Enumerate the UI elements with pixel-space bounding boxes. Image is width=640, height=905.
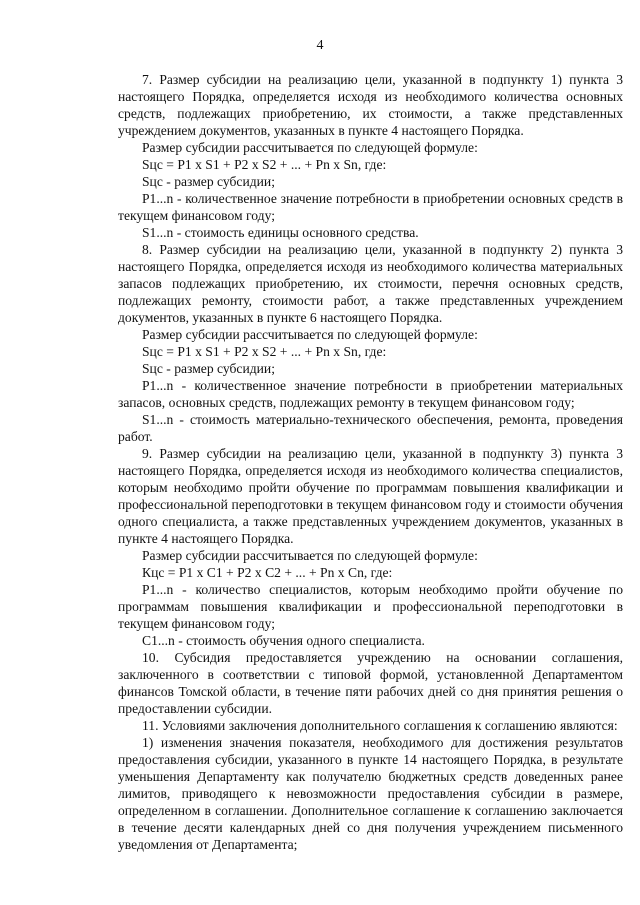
formula: Sцс = P1 x S1 + P2 x S2 + ... + Pn x Sn, где: — [142, 157, 387, 172]
formula-definition: C1...n - стоимость обучения одного специалиста. — [142, 633, 425, 648]
paragraph-7: 7. Размер субсидии на реализацию цели, указанной в подпункту 1) пункта 3 настоящего Порядка, определяется исходя из необходимого количества основных средств, подлежащих приобретению, их стоимости, а также представленных учреждением документов, указанных в пункте 4 настоящего Порядка. — [118, 72, 623, 138]
formula-definition: Sцс - размер субсидии; — [142, 174, 275, 189]
formula-intro: Размер субсидии рассчитывается по следующей формуле: — [142, 548, 478, 563]
paragraph-11-item-1: 1) изменения значения показателя, необходимого для достижения результатов предоставления субсидии, указанного в пункте 14 настоящего Порядка, в результате уменьшения Департаменту как получателю бюджетных средств доведенных ранее лимитов, приводящего к невозможности предоставления субсидии в размере, определенном в соглашении. Дополнительное соглашение к соглашению заключается в течение десяти календарных дней со дня получения учреждением письменного уведомления от Департамента; — [118, 735, 623, 852]
document-body — [118, 71, 623, 853]
formula: Sцс = P1 x S1 + P2 x S2 + ... + Pn x Sn, где: — [142, 344, 387, 359]
formula-definition: S1...n - стоимость единицы основного средства. — [142, 225, 419, 240]
formula-definition: P1...n - количество специалистов, которым необходимо пройти обучение по программам повышения квалификации и профессиональной переподготовки в текущем финансовом году; — [118, 582, 623, 631]
formula-intro: Размер субсидии рассчитывается по следующей формуле: — [142, 327, 478, 342]
paragraph-11: 11. Условиями заключения дополнительного соглашения к соглашению являются: — [142, 718, 618, 733]
paragraph-9: 9. Размер субсидии на реализацию цели, указанной в подпункту 3) пункта 3 настоящего Порядка, определяется исходя из необходимого количества специалистов, которым необходимо пройти обучение по программам повышения квалификации и профессиональной переподготовки в текущем финансовом году и стоимости обучения одного специалиста, а также представленных учреждением документов, указанных в пункте 4 настоящего Порядка. — [118, 446, 623, 546]
page-number: 4 — [316, 38, 324, 53]
formula-definition: P1...n - количественное значение потребности в приобретении основных средств в текущем финансовом году; — [118, 191, 623, 223]
paragraph-8: 8. Размер субсидии на реализацию цели, указанной в подпункту 2) пункта 3 настоящего Порядка, определяется исходя из необходимого количества материальных запасов подлежащих приобретению, их стоимости, перечня основных средств, подлежащих ремонту, стоимости работ, а также представленных учреждением документов, указанных в пункте 6 настоящего Порядка. — [118, 242, 623, 325]
paragraph-10: 10. Субсидия предоставляется учреждению на основании соглашения, заключенного в соответствии с типовой формой, установленной Департаментом финансов Томской области, в течение пяти рабочих дней со дня принятия решения о предоставлении субсидии. — [118, 650, 623, 716]
formula-intro: Размер субсидии рассчитывается по следующей формуле: — [142, 140, 478, 155]
formula-definition: P1...n - количественное значение потребности в приобретении материальных запасов, основных средств, подлежащих ремонту в текущем финансовом году; — [118, 378, 623, 410]
formula-definition: S1...n - стоимость материально-технического обеспечения, ремонта, проведения работ. — [118, 412, 623, 444]
formula: Кцс = P1 x C1 + P2 x C2 + ... + Pn x Cn, где: — [142, 565, 393, 580]
formula-definition: Sцс - размер субсидии; — [142, 361, 275, 376]
